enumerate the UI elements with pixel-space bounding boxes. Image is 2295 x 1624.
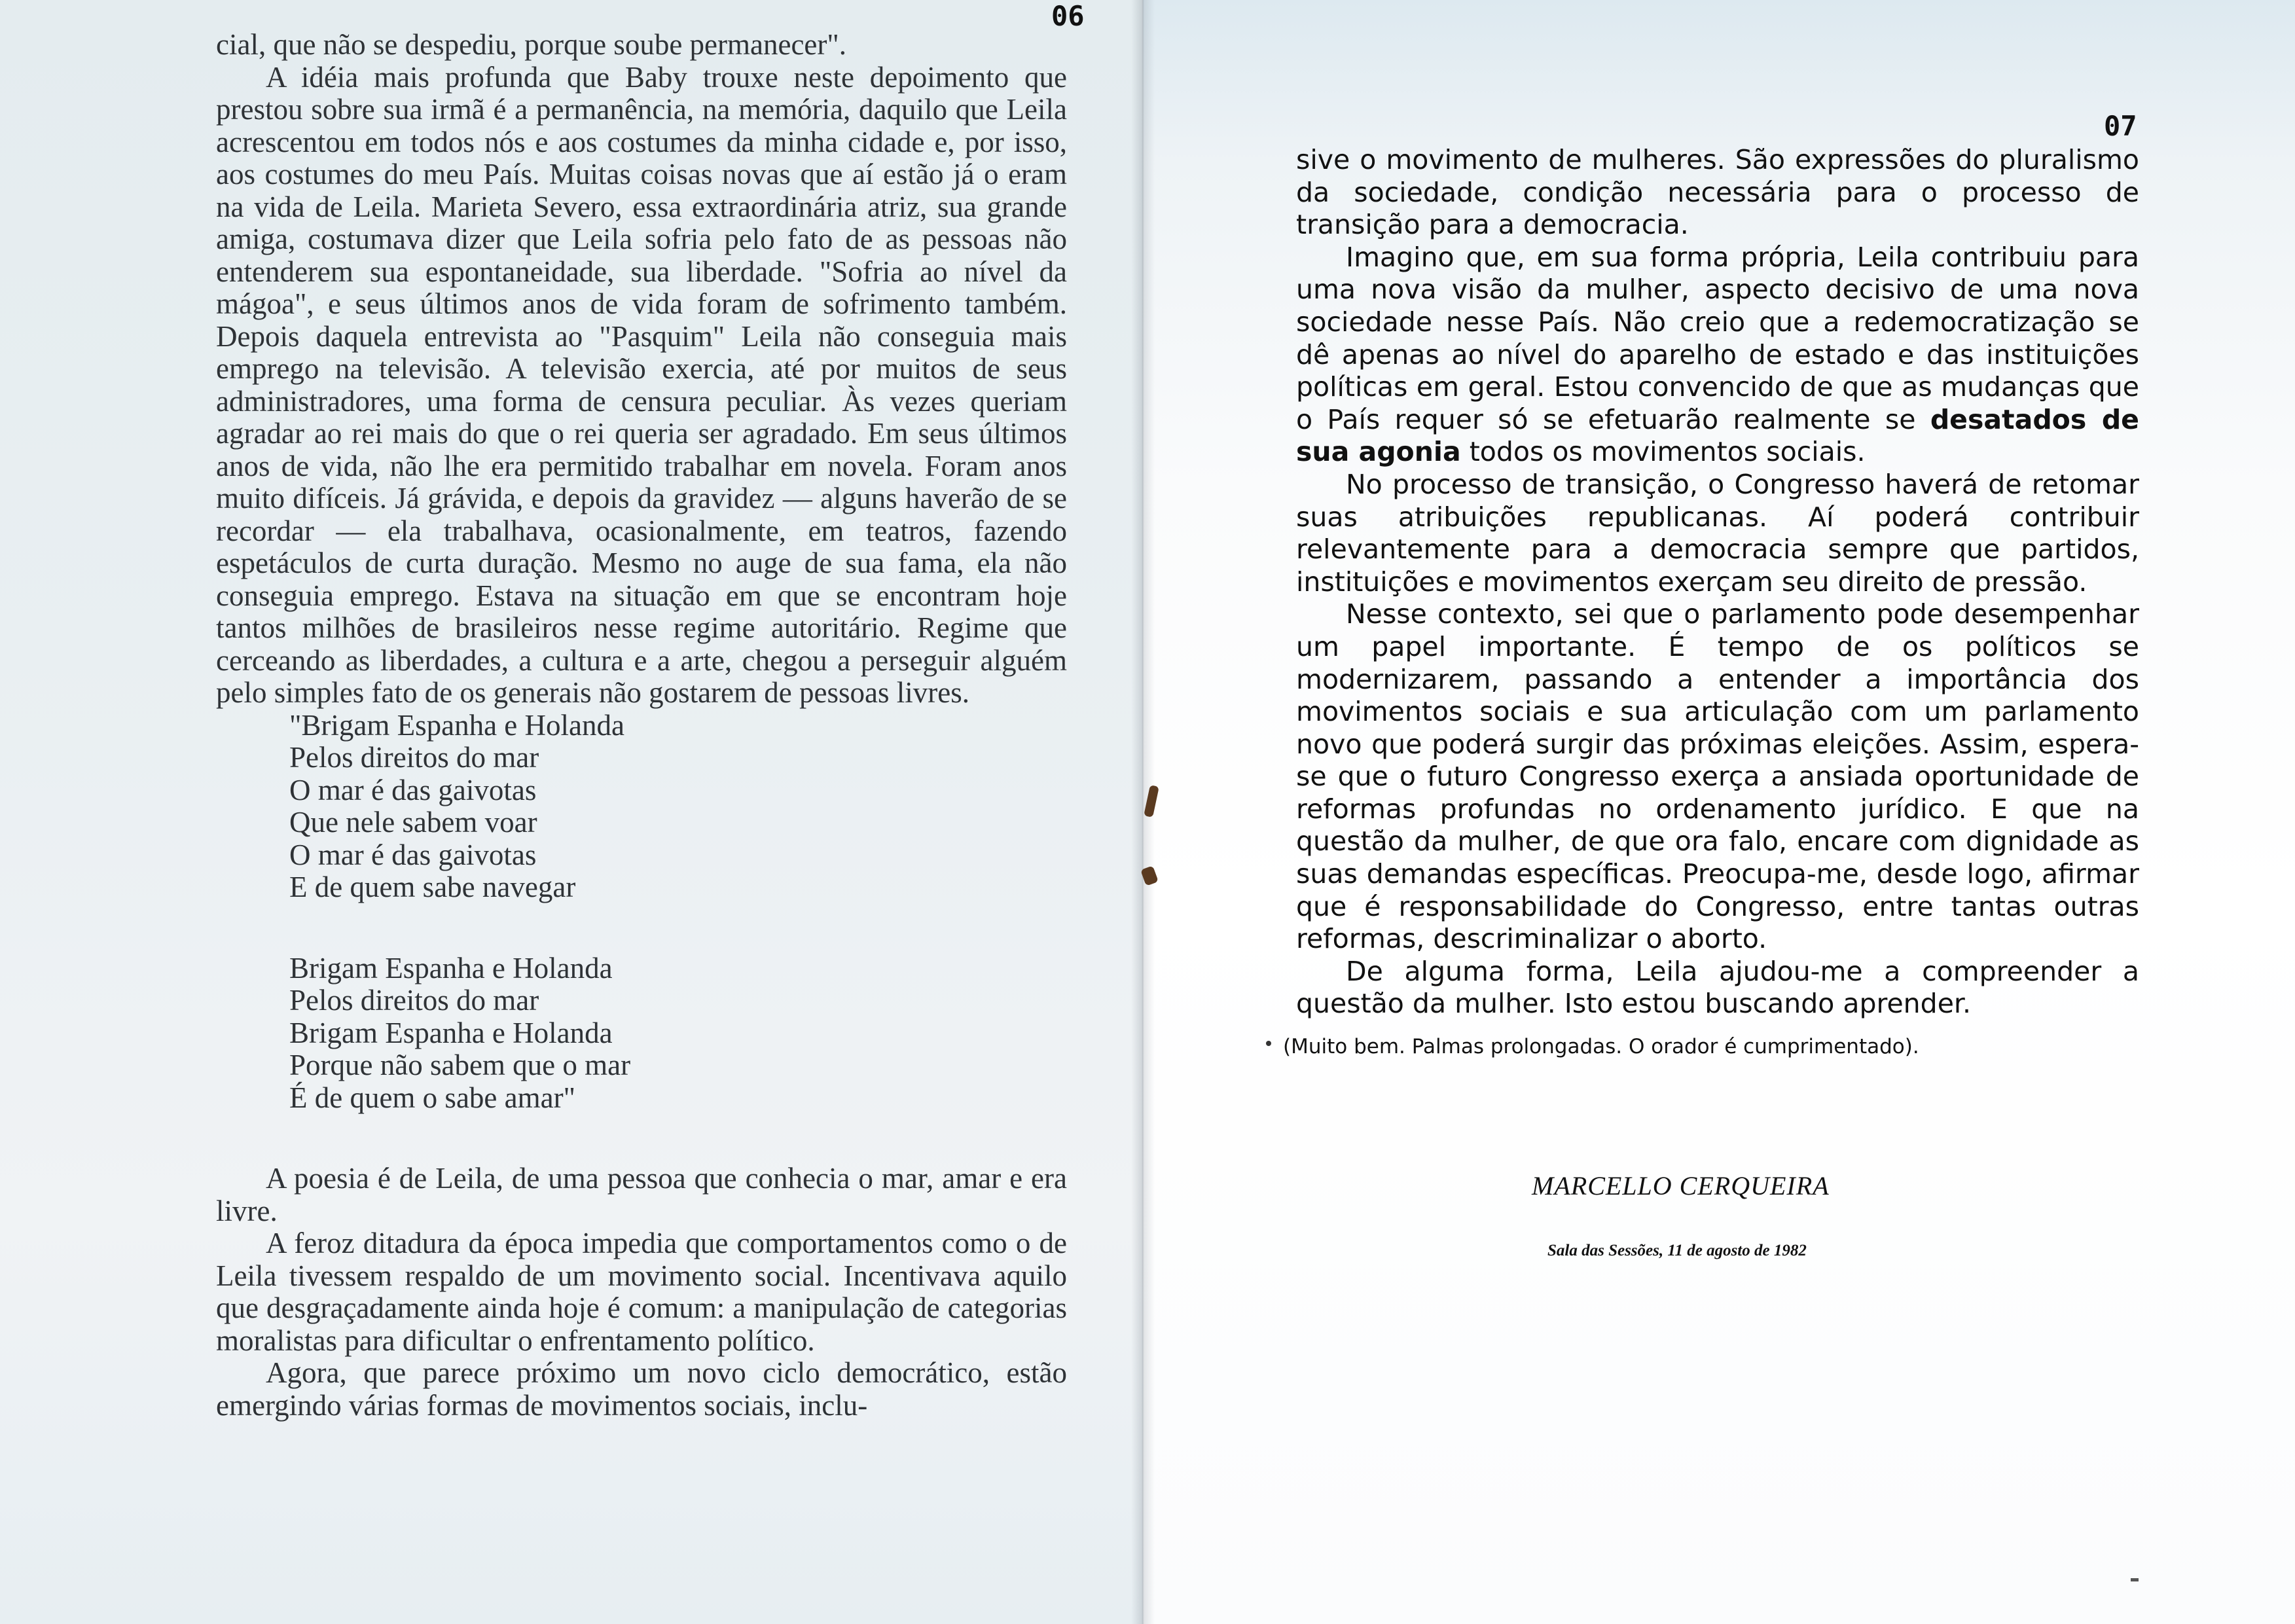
poem-line: Porque não sabem que o mar (289, 1049, 631, 1081)
poem-line: Pelos direitos do mar (289, 741, 539, 774)
paragraph-continuation: sive o movimento de mulheres. São expressões do pluralismo da sociedade, condição necessária para o processo de transição para a democracia. (1296, 144, 2139, 241)
paragraph-text: todos os movimentos sociais. (1469, 436, 1866, 468)
poem-line: Que nele sabem voar (289, 806, 537, 839)
page-number-left: 06 (1051, 0, 1085, 32)
left-page-text (216, 29, 1067, 1422)
paragraph-continuation: cial, que não se despediu, porque soube permanecer". (216, 28, 846, 61)
poem-line: "Brigam Espanha e Holanda (289, 708, 624, 742)
poem-line: O mar é das gaivotas (289, 773, 537, 806)
poem-line: O mar é das gaivotas (289, 838, 537, 871)
bullet-mark (1266, 1041, 1271, 1046)
paragraph: A poesia é de Leila, de uma pessoa que conhecia o mar, amar e era livre. (216, 1162, 1067, 1227)
paragraph: Agora, que parece próximo um novo ciclo democrático, estão emergindo várias formas de movimentos sociais, inclu- (216, 1356, 1067, 1422)
poem-stanza-1 (216, 710, 1067, 904)
session-note: (Muito bem. Palmas prolongadas. O orador é cumprimentado). (1283, 1035, 1919, 1058)
paragraph-text: Imagino que, em sua forma própria, Leila contribuiu para uma nova visão da mulher, aspecto decisivo de uma nova sociedade nesse País. Não creio que a redemocratização se dê apenas ao nível do aparelho de estado e das instituições políticas em geral. Estou convencido de que as mudanças que o País requer só se efetuarão realmente se (1296, 241, 2139, 435)
location-date: Sala das Sessões, 11 de agosto de 1982 (1547, 1242, 1807, 1259)
poem-line: E de quem sabe navegar (289, 871, 576, 903)
page-number-right: 07 (2104, 110, 2137, 142)
poem-line: Pelos direitos do mar (289, 984, 539, 1017)
right-page-text (1296, 144, 2139, 1020)
bold-phrase: desatados de sua agonia (1296, 403, 2139, 468)
poem-line: Brigam Espanha e Holanda (289, 951, 613, 984)
print-speck (2131, 1578, 2139, 1581)
paragraph: A idéia mais profunda que Baby trouxe neste depoimento que prestou sobre sua irmã é a permanência, na memória, daquilo que Leila acrescentou em todos nós e aos costumes da minha cidade e, por isso, aos costumes do meu País. Muitas coisas novas que aí estão já o eram na vida de Leila. Marieta Severo, essa extraordinária atriz, sua grande amiga, costumava dizer que Leila sofria pelo fato de as pessoas não entenderem sua espontaneidade, sua liberdade. "Sofria ao nível da mágoa", e seus últimos anos de vida foram de sofrimento também. Depois daquela entrevista ao "Pasquim" Leila não conseguia mais emprego na televisão. A televisão exercia, até por muitos de seus administradores, uma forma de censura peculiar. Às vezes queriam agradar ao rei mais do que o rei queria ser agradado. Em seus últimos anos de vida, não lhe era permitido trabalhar em novela. Foram anos muito difíceis. Já grávida, e depois da gravidez — alguns haverão de se recordar — ela trabalhava, ocasionalmente, em teatros, fazendo espetáculos de curta duração. Mesmo no auge de sua fama, ela não conseguia emprego. Estava na situação em que se encontram hoje tantos milhões de brasileiros nesse regime autoritário. Regime que cerceando as liberdades, a cultura e a arte, chegou a perseguir alguém pelo simples fato de os generais não gostarem de pessoas livres. (216, 60, 1067, 709)
paragraph (1296, 242, 2139, 469)
paragraph: No processo de transição, o Congresso haverá de retomar suas atribuições republicanas. Aí poderá contribuir relevantemente para a democracia sempre que partidos, instituições e movimentos exerçam seu direito de pressão. (1296, 468, 2139, 598)
poem-line: Brigam Espanha e Holanda (289, 1016, 613, 1049)
paragraph: De alguma forma, Leila ajudou-me a compreender a questão da mulher. Isto estou buscando aprender. (1296, 955, 2139, 1020)
speaker-signature: MARCELLO CERQUEIRA (1532, 1171, 1830, 1200)
paragraph: Nesse contexto, sei que o parlamento pode desempenhar um papel importante. É tempo de os políticos se modernizarem, passando a entender a importância dos movimentos sociais e sua articulação com um parlamento novo que poderá surgir das próximas eleições. Assim, espera-se que o futuro Congresso exerça a ansiada oportunidade de reformas profundas no ordenamento jurídico. E que na questão da mulher, de que ora falo, encare com dignidade as suas demandas específicas. Preocupa-me, desde logo, afirmar que é responsabilidade do Congresso, entre tantas outras reformas, descriminalizar o aborto. (1296, 598, 2139, 955)
paragraph: A feroz ditadura da época impedia que comportamentos como o de Leila tivessem respaldo de um movimento social. Incentivava aquilo que desgraçadamente ainda hoje é comum: a manipulação de categorias moralistas para dificultar o enfrentamento político. (216, 1227, 1067, 1357)
poem-line: É de quem o sabe amar" (289, 1081, 575, 1114)
left-page (0, 0, 1143, 1624)
poem-stanza-2 (216, 952, 1067, 1115)
